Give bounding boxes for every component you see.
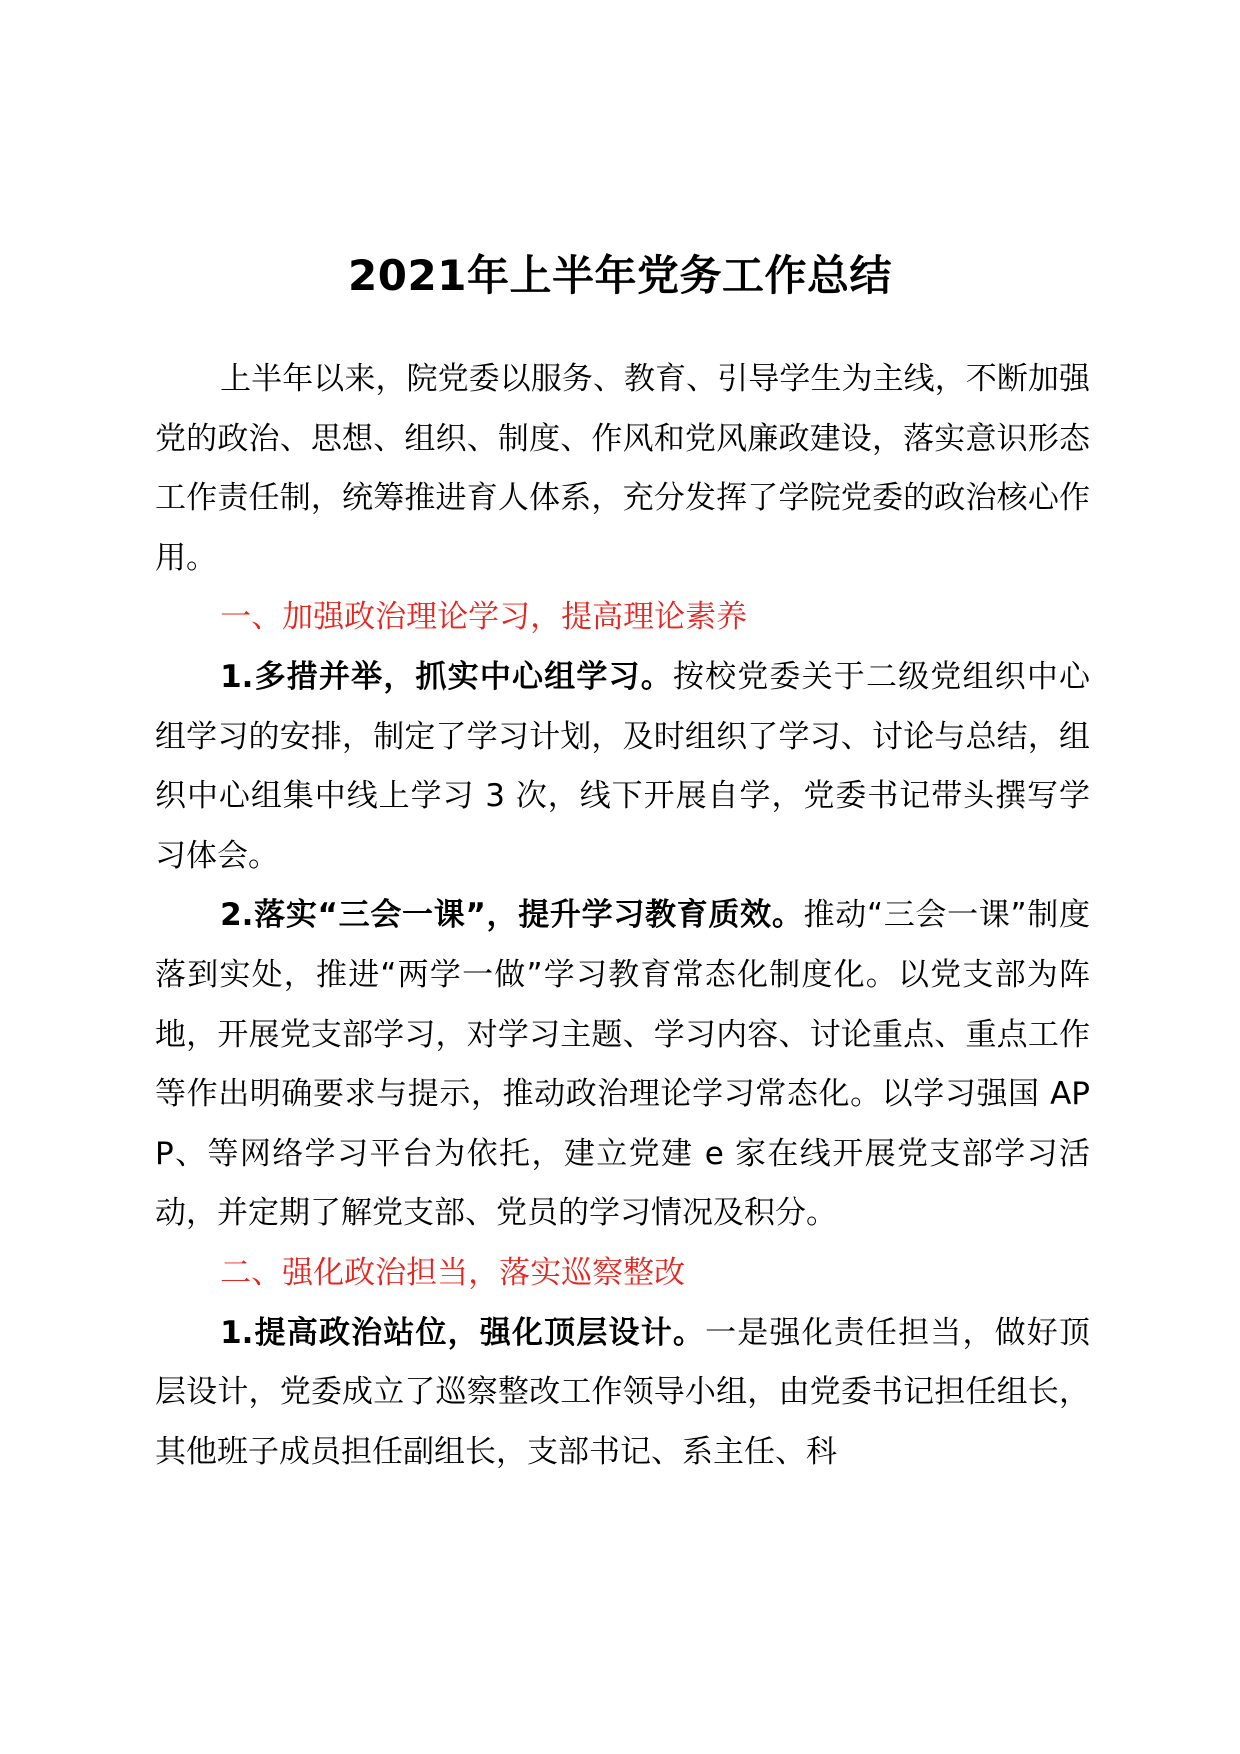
section-2-item-1-lead: 1.提高政治站位，强化顶层设计。 xyxy=(220,1314,706,1351)
section-2-heading: 二、强化政治担当，落实巡察整改 xyxy=(220,1254,686,1291)
section-1-heading: 一、加强政治理论学习，提高理论素养 xyxy=(220,599,748,636)
section-1-item-2 xyxy=(155,886,1090,1244)
document-body xyxy=(155,350,1090,1482)
intro-paragraph: 上半年以来，院党委以服务、教育、引导学生为主线，不断加强党的政治、思想、组织、制度、作风和党风廉政建设，落实意识形态工作责任制，统筹推进育人体系，充分发挥了学院党委的政治核心作用。 xyxy=(155,361,1090,576)
section-2-item-1 xyxy=(155,1304,1090,1483)
document-title: 2021年上半年党务工作总结 xyxy=(348,251,892,300)
section-1-item-2-text: 推动“三会一课”制度落到实处，推进“两学一做”学习教育常态化制度化。以党支部为阵地，开展党支部学习，对学习主题、学习内容、讨论重点、重点工作等作出明确要求与提示，推动政治理论学习常态化。以学习强国 APP、等网络学习平台为依托，建立党建 e 家在线开展党支部学习活动，并定期了解党支部、党员的学习情况及积分。 xyxy=(155,897,1090,1232)
section-2-item-1-text: 一是强化责任担当，做好顶层设计，党委成立了巡察整改工作领导小组，由党委书记担任组长，其他班子成员担任副组长，支部书记、系主任、科 xyxy=(155,1314,1090,1470)
section-1-item-2-lead: 2.落实“三会一课”，提升学习教育质效。 xyxy=(220,897,804,934)
section-1-item-1-lead: 1.多措并举，抓实中心组学习。 xyxy=(220,658,673,695)
section-1-item-1 xyxy=(155,648,1090,886)
section-1-item-1-text: 按校党委关于二级党组织中心组学习的安排，制定了学习计划，及时组织了学习、讨论与总结，组织中心组集中线上学习 3 次，线下开展自学，党委书记带头撰写学习体会。 xyxy=(155,658,1090,874)
